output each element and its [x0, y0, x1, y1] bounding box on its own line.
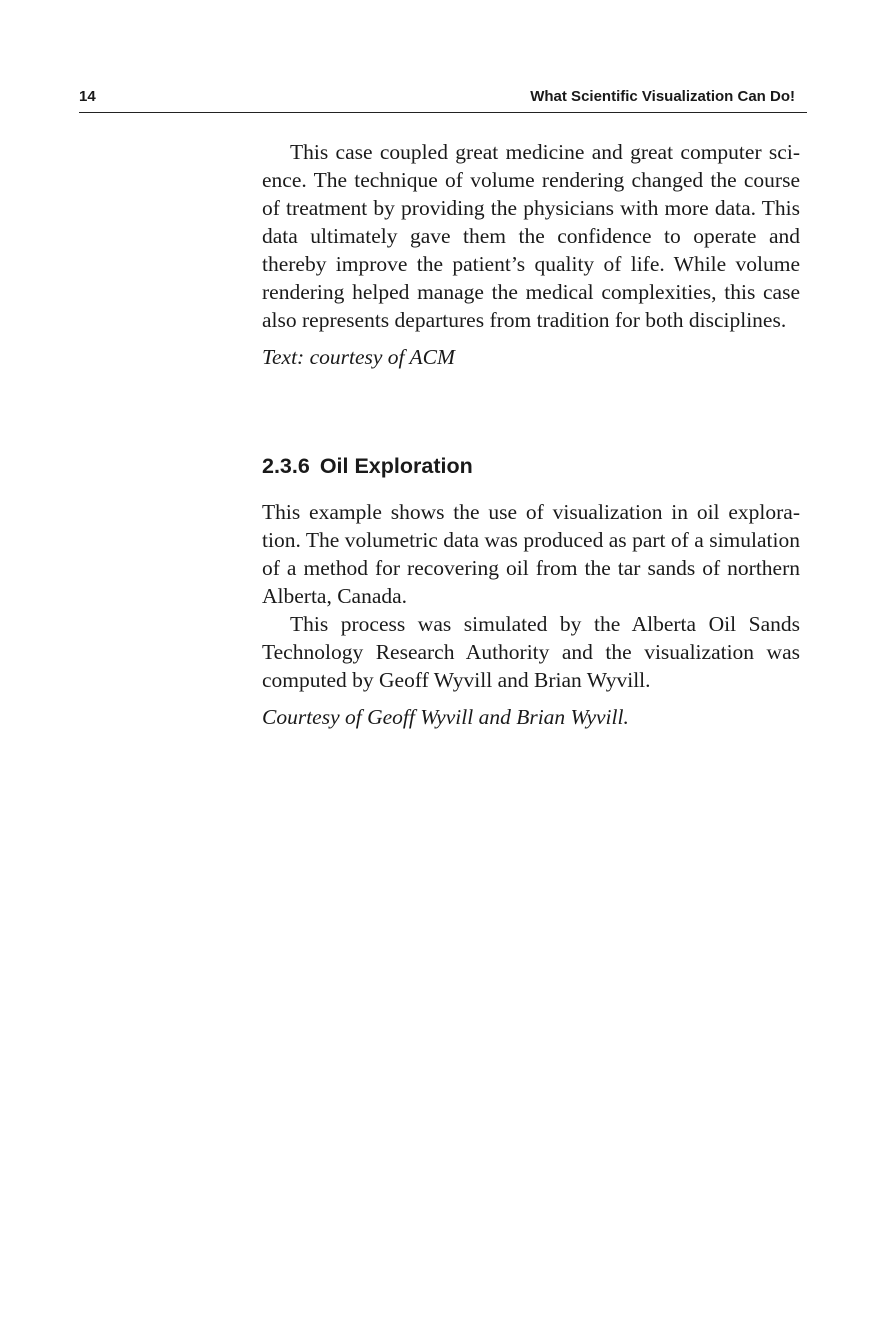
chapter-title: What Scientific Visualization Can Do!	[530, 88, 795, 105]
section-heading	[262, 454, 473, 479]
section-paragraph-1: This example shows the use of visualization in oil exploration. The volumetric data was produced as part of a simulation of a method for recovering oil from the tar sands of northern Alberta, Canada.	[262, 500, 800, 608]
page-number: 14	[79, 88, 96, 105]
section-credit: Courtesy of Geoff Wyvill and Brian Wyvill.	[262, 705, 629, 729]
intro-credit: Text: courtesy of ACM	[262, 345, 455, 369]
intro-paragraph: This case coupled great medicine and great computer science. The technique of volume rendering changed the course of treatment by providing the physicians with more data. This data ultimately gave them the confidence to operate and thereby improve the patient’s quality of life. While volume rendering helped manage the medical complexities, this case also represents departures from tradition for both disciplines.	[262, 140, 800, 332]
section-paragraph-2: This process was simulated by the Alberta Oil Sands Technology Research Authority and the visualization was computed by Geoff Wyvill and Brian Wyvill.	[262, 612, 800, 692]
section-title: Oil Exploration	[319, 454, 473, 478]
intro-text-block	[262, 138, 800, 371]
section-number: 2.3.6	[262, 454, 310, 478]
running-header	[79, 86, 807, 113]
section-text-block	[262, 498, 800, 731]
